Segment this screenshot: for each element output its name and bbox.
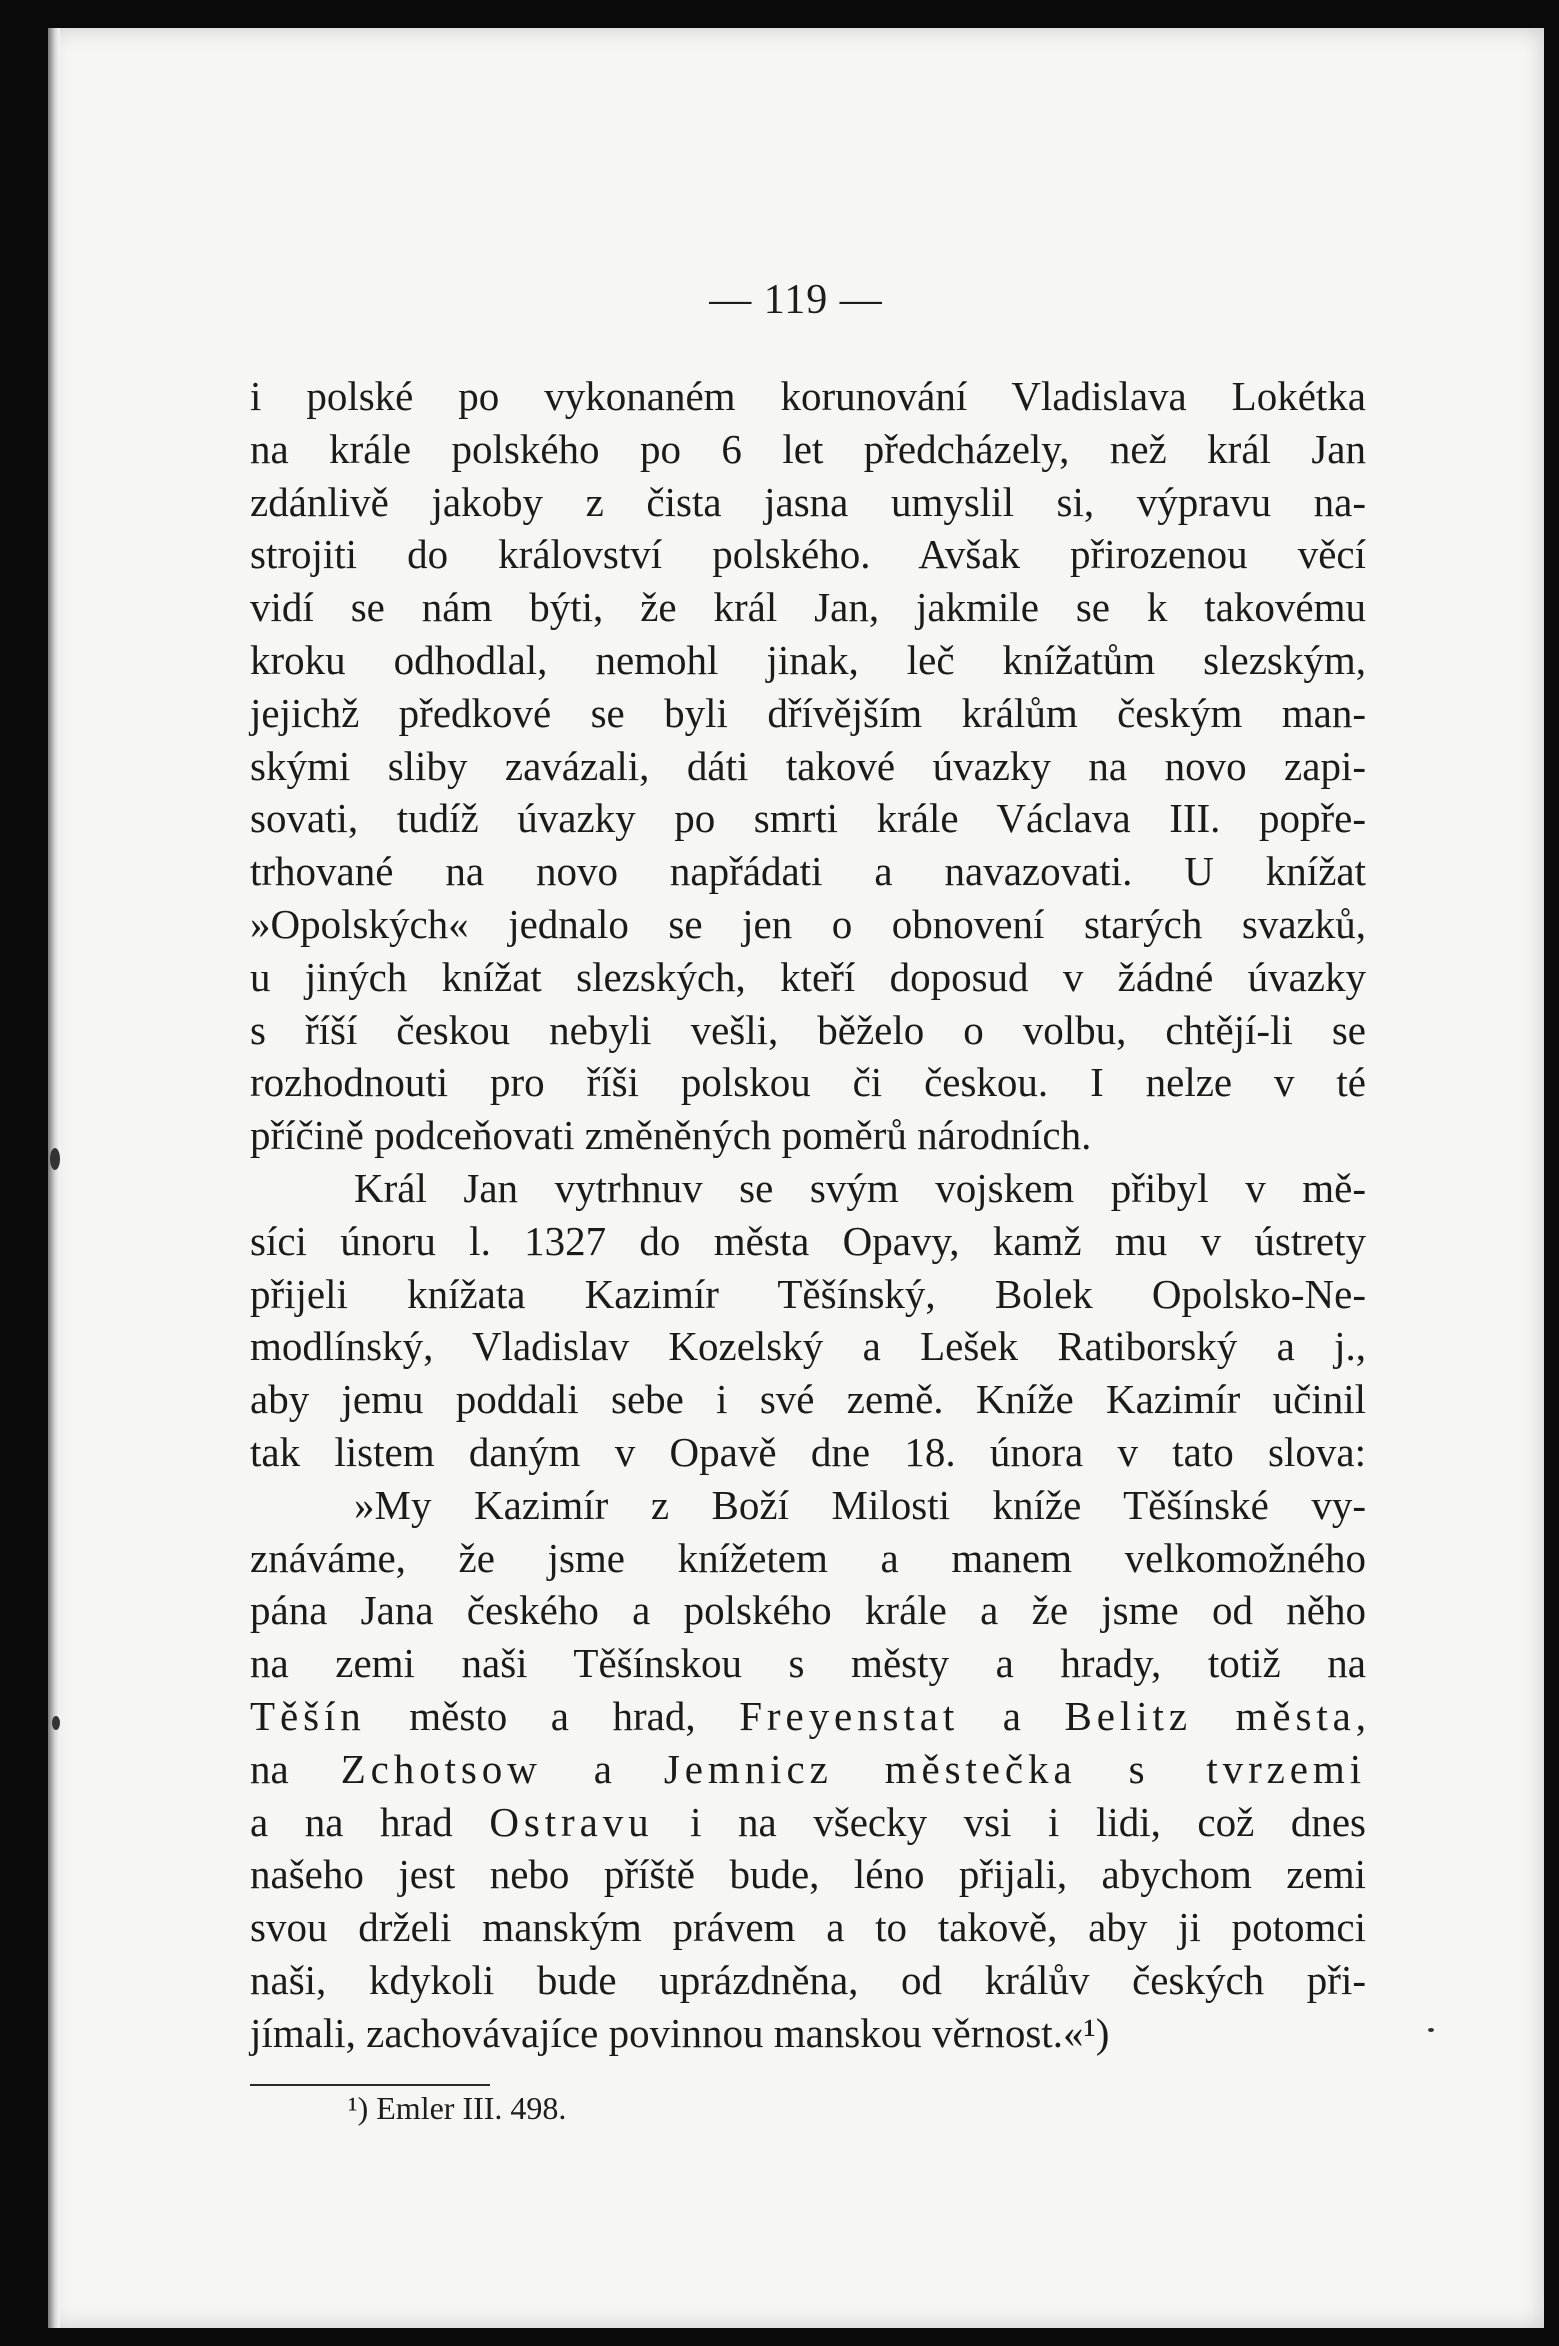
spaced-text: Zchotsow [340, 1745, 542, 1792]
spaced-text: města [1235, 1692, 1356, 1739]
text-line: i polské po vykonaném korunování Vladislava Lokétka [250, 373, 1366, 419]
text-line: jejichž předkové se byli dřívějším králům českým man- [250, 689, 1366, 736]
text-line: našeho jest nebo příště bude, léno přijali, abychom zemi [250, 1851, 1366, 1898]
text-line: zdánlivě jakoby z čista jasna umyslil si, výpravu na- [250, 478, 1366, 525]
margin-speck [50, 1148, 60, 1170]
text-segment: na [250, 1745, 341, 1792]
text-line: skými sliby zavázali, dáti takové úvazky na novo zapi- [250, 742, 1366, 789]
text-line: příčině podceňovati změněných poměrů národních. [250, 1112, 1092, 1159]
text-segment [833, 1746, 885, 1792]
text-line: naši, kdykoli bude uprázdněna, od králův českých při- [250, 1956, 1366, 2003]
text-line [250, 1796, 1366, 1849]
body-text [250, 370, 1366, 2060]
text-segment: a na hrad [250, 1798, 490, 1845]
page-spine-shadow [48, 28, 60, 2328]
spaced-text: Těšín [250, 1692, 366, 1739]
spaced-text: s tvrzemi [1128, 1745, 1367, 1792]
text-line: jímali, zachovávajíce povinnou manskou věrnost.«¹) [250, 2009, 1110, 2056]
text-line: aby jemu poddali sebe i své země. Kníže Kazimír učinil [250, 1376, 1366, 1423]
text-line: strojiti do království polského. Avšak přirozenou věcí [250, 531, 1366, 578]
text-line: na krále polského po 6 let předcházely, než král Jan [250, 425, 1366, 472]
spaced-text: Freyenstat [739, 1692, 960, 1739]
text-line: rozhodnouti pro říši polskou či českou. I nelze v té [250, 1059, 1366, 1106]
margin-speck [52, 1716, 60, 1730]
text-line: na zemi naši Těšínskou s městy a hrady, totiž na [250, 1640, 1366, 1687]
text-line: přijeli knížata Kazimír Těšínský, Bolek Opolsko-Ne- [250, 1270, 1366, 1317]
text-segment: a [959, 1692, 1065, 1739]
footnote-rule [250, 2084, 490, 2086]
spaced-text: Belitz [1064, 1692, 1192, 1739]
text-line: sovati, tudíž úvazky po smrti krále Václava III. popře- [250, 795, 1366, 842]
spaced-text: Ostravu [489, 1798, 654, 1845]
text-segment: i na všecky vsi i lidi, což dnes [653, 1798, 1366, 1845]
text-line [250, 1743, 1366, 1796]
text-segment [1192, 1693, 1236, 1739]
text-segment [1077, 1746, 1129, 1792]
text-segment: a [541, 1745, 664, 1792]
footnote: ¹) Emler III. 498. [348, 2090, 567, 2126]
text-line [250, 1690, 1366, 1743]
text-line: trhované na novo napřádati a navazovati. U knížat [250, 848, 1366, 895]
book-page [48, 28, 1544, 2328]
text-line: pána Jana českého a polského krále a že jsme od něho [250, 1587, 1366, 1634]
text-line: tak listem daným v Opavě dne 18. února v tato slova: [250, 1428, 1366, 1475]
text-line: vidí se nám býti, že král Jan, jakmile se k takovému [250, 584, 1366, 631]
margin-speck [1428, 2028, 1434, 2032]
text-segment: město a hrad, [365, 1692, 740, 1739]
text-line: znáváme, že jsme knížetem a manem velkomožného [250, 1534, 1366, 1581]
text-line: »Opolských« jednalo se jen o obnovení starých svazků, [250, 900, 1366, 947]
text-line: Král Jan vytrhnuv se svým vojskem přibyl v mě- [354, 1164, 1366, 1211]
text-line: u jiných knížat slezských, kteří doposud v žádné úvazky [250, 953, 1366, 1000]
text-segment: , [1355, 1692, 1366, 1739]
spaced-text: Jemnicz [663, 1745, 833, 1792]
spaced-text: městečka [884, 1745, 1077, 1792]
text-line: s říší českou nebyli vešli, běželo o volbu, chtějí-li se [250, 1006, 1366, 1053]
text-line: modlínský, Vladislav Kozelský a Lešek Ratiborský a j., [250, 1323, 1366, 1370]
text-line: svou drželi manským právem a to takově, aby ji potomci [250, 1904, 1366, 1951]
page-number: — 119 — [709, 277, 883, 323]
text-line: síci únoru l. 1327 do města Opavy, kamž mu v ústrety [250, 1217, 1366, 1264]
text-line: »My Kazimír z Boží Milosti kníže Těšínské vy- [354, 1481, 1366, 1528]
text-line: kroku odhodlal, nemohl jinak, leč knížatům slezským, [250, 636, 1366, 683]
